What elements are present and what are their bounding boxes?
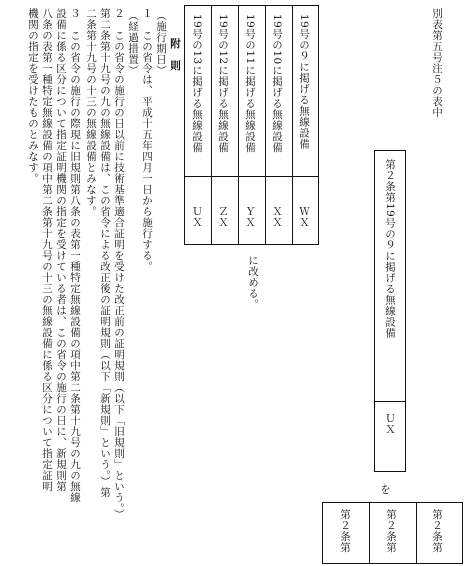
section2-line: 二条第十九号の十三の無線設備とみなす。 (85, 8, 97, 217)
table-row-code: ＺＸ (217, 206, 229, 228)
table-row-item: 19号の12に掲げる無線設備 (217, 14, 229, 153)
fragment-cell: 第２条第 (339, 509, 351, 553)
fragment-table (322, 502, 463, 564)
section1-text: １ この省令は、平成十五年四月一日から施行する。 (141, 8, 153, 272)
supplementary-title: 附 則 (169, 38, 181, 71)
table-row-item: 19号の10に掲げる無線設備 (271, 14, 283, 153)
section3-line: 機関の指定を受けたものとみなす。 (27, 8, 39, 184)
table-row-item: 19号の13に掲げる無線設備 (191, 14, 203, 153)
target-clause-code: ＵＸ (384, 413, 396, 435)
particle-wo: を (379, 484, 391, 495)
section3-line: 八条の表第一種特定無線設備の項中第二条第十九号の十三の無線設備に係る区分について指定証明 (41, 8, 53, 492)
table-row-code: ＸＸ (271, 206, 283, 228)
amendment-heading: 別表第五号注５の表中 (431, 8, 443, 118)
section2-line: 第二条第十九号の九の無線設備は、この省令による改正後の証明規則（以下「新規則」という。）第 (99, 8, 111, 498)
table-row-code: ＹＸ (244, 206, 256, 228)
section3-line: ３ この省令の施行の際現に旧規則第八条の表第一種特定無線設備の項中第二条第十九号の九の無線 (69, 8, 81, 503)
table-row-code: ＵＸ (191, 206, 203, 228)
target-clause-box (374, 150, 406, 472)
section2-caption: （経過措置） (127, 10, 139, 76)
section2-line: ２ この省令の施行の日以前に技術基準適合証明を受けた改正前の証明規則（以下「旧規則」という。） (113, 8, 125, 520)
target-clause-item: 第２条第19号の９に掲げる無線設備 (384, 159, 396, 339)
section1-caption: （施行期日） (155, 10, 167, 76)
replacement-table (184, 5, 319, 245)
table-row-item: 19号の９に掲げる無線設備 (298, 14, 310, 150)
amend-instruction: に改める。 (247, 255, 259, 310)
fragment-cell: 第２条第 (385, 509, 397, 553)
fragment-cell: 第２条第 (431, 509, 443, 553)
table-row-item: 19号の11に掲げる無線設備 (244, 14, 256, 153)
section3-line: 設備に係る区分について指定証明機関の指定を受けている者は、この省令の施行の日に、新規則第 (55, 8, 67, 492)
table-row-code: ＷＸ (298, 206, 310, 228)
